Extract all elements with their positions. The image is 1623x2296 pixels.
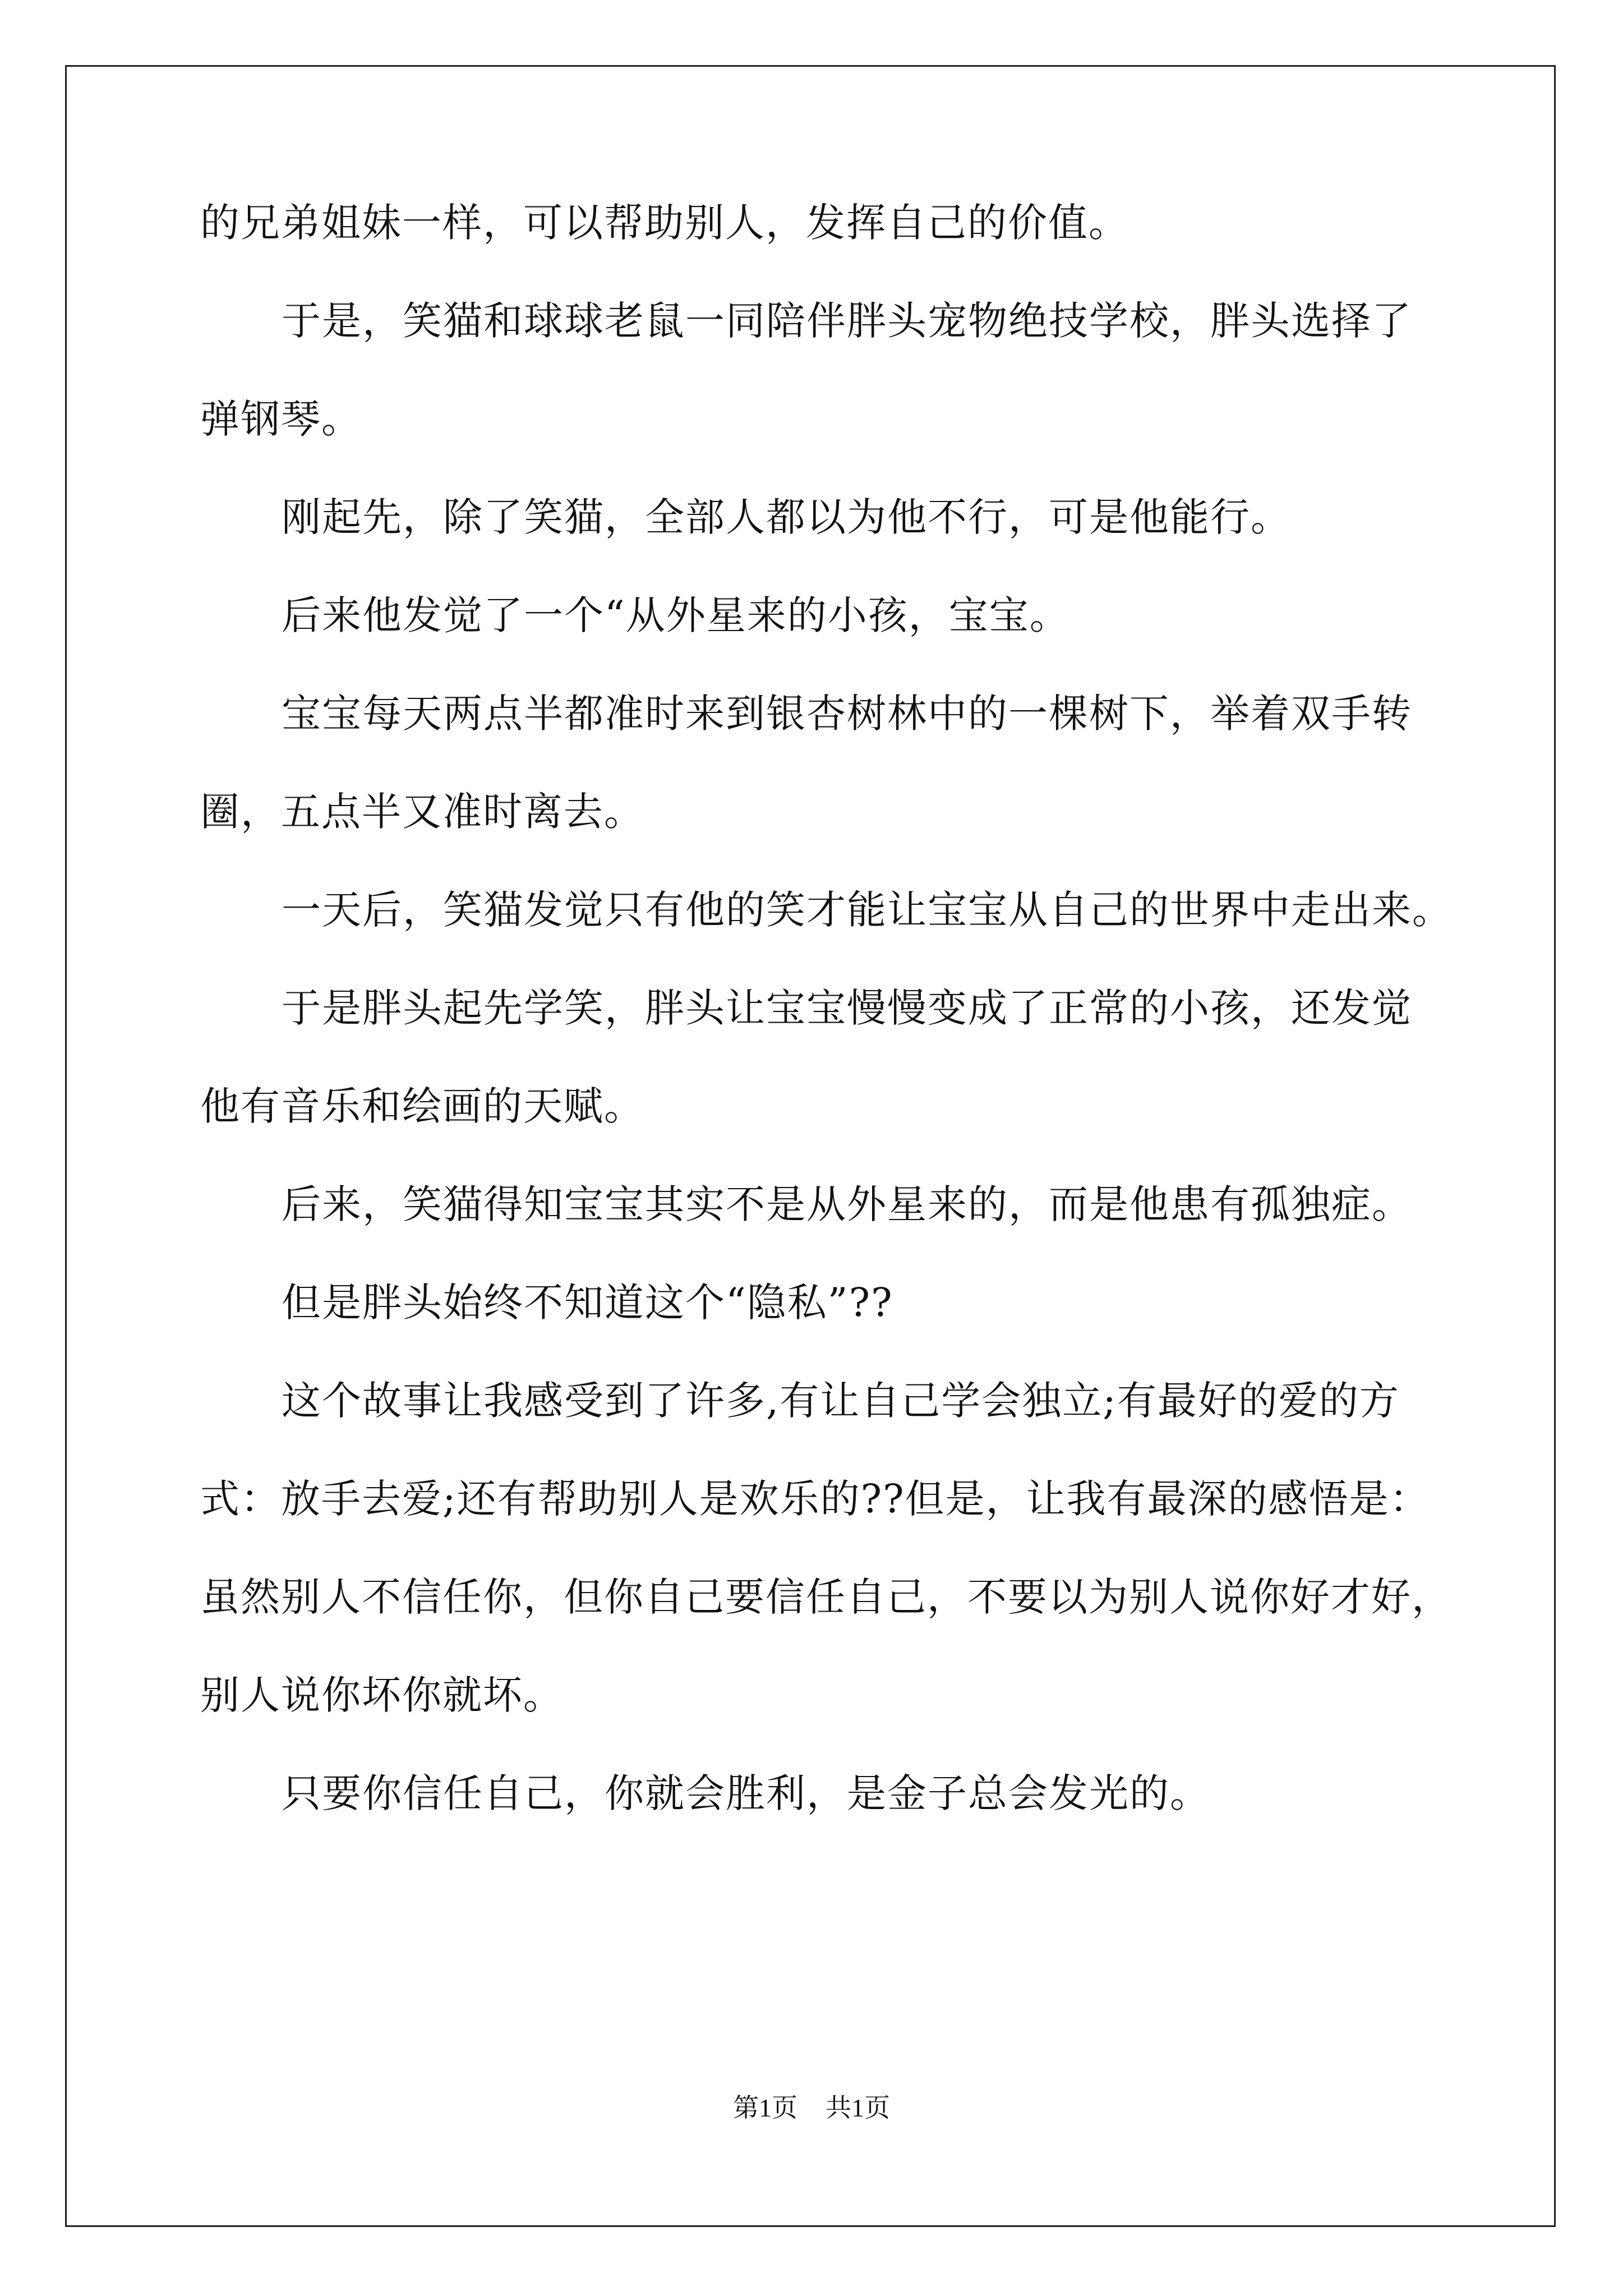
paragraph-start-line: 但是胖头始终不知道这个“隐私”??	[282, 1280, 893, 1326]
page-number-total: 共1页	[826, 2093, 890, 2122]
paragraph-start-line: 只要你信任自己，你就会胜利，是金子总会发光的。	[282, 1770, 1210, 1816]
paragraph-start-line: 于是，笑猫和球球老鼠一同陪伴胖头宠物绝技学校，胖头选择了	[282, 298, 1412, 344]
paragraph-start-line: 宝宝每天两点半都准时来到银杏树林中的一棵树下，举着双手转	[282, 691, 1412, 737]
text-line: 圈，五点半又准时离去。	[200, 789, 644, 835]
text-line: 他有音乐和绘画的天赋。	[200, 1083, 644, 1129]
paragraph-start-line: 这个故事让我感受到了许多,有让自己学会独立;有最好的爱的方	[282, 1378, 1400, 1424]
text-line: 式：放手去爱;还有帮助别人是欢乐的??但是，让我有最深的感悟是：	[200, 1476, 1430, 1522]
page-footer	[0, 2091, 1623, 2125]
page-border	[65, 65, 1556, 2227]
paragraph-start-line: 于是胖头起先学笑，胖头让宝宝慢慢变成了正常的小孩，还发觉	[282, 985, 1412, 1031]
paragraph-start-line: 一天后，笑猫发觉只有他的笑才能让宝宝从自己的世界中走出来。	[282, 887, 1453, 933]
paragraph-start-line: 刚起先，除了笑猫，全部人都以为他不行，可是他能行。	[282, 494, 1291, 540]
text-line: 虽然别人不信任你，但你自己要信任自己，不要以为别人说你好才好，	[200, 1574, 1452, 1620]
paragraph-start-line: 后来他发觉了一个“从外星来的小孩，宝宝。	[282, 592, 1070, 638]
page-number-current: 第1页	[733, 2093, 797, 2122]
text-line: 弹钢琴。	[200, 396, 362, 442]
text-line: 的兄弟姐妹一样，可以帮助别人，发挥自己的价值。	[200, 200, 1129, 246]
text-line: 别人说你坏你就坏。	[200, 1672, 564, 1718]
paragraph-start-line: 后来，笑猫得知宝宝其实不是从外星来的，而是他患有孤独症。	[282, 1181, 1412, 1227]
